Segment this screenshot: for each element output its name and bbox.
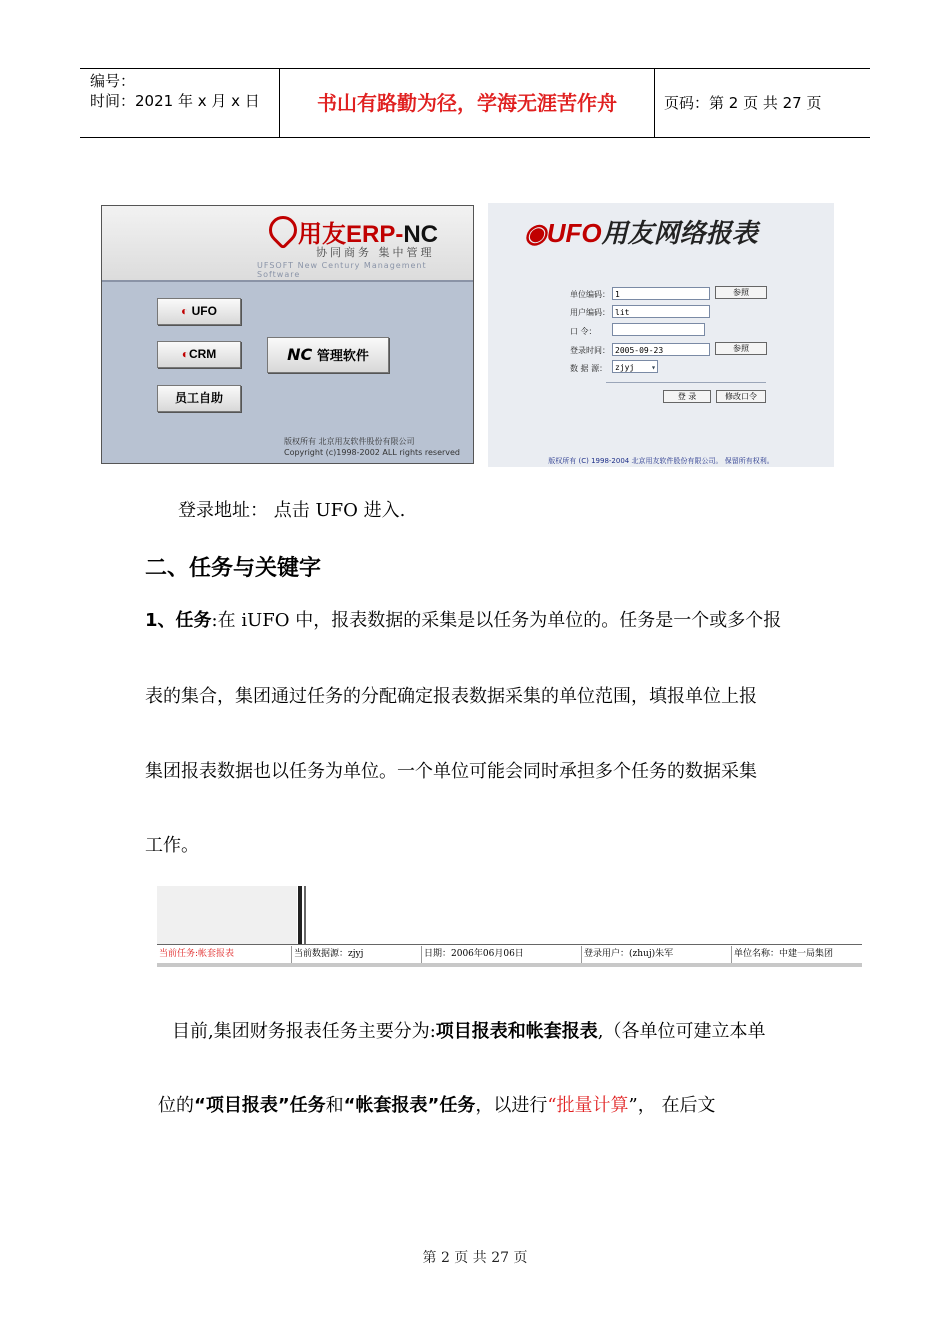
ufo-button[interactable]: ◐ UFO [157, 298, 241, 325]
task-status-screenshot [157, 886, 862, 968]
login-button[interactable]: 登 录 [663, 390, 711, 403]
change-password-button[interactable]: 修改口令 [716, 390, 766, 403]
nc-subtitle: UFSOFT New Century Management Software [257, 261, 427, 279]
status-login-user: 登录用户：(zhuj)朱军 [582, 946, 732, 963]
crm-button[interactable]: ◐CRM [157, 341, 241, 368]
datasource-label: 数 据 源： [570, 364, 608, 373]
ufo-separator [606, 382, 766, 383]
crm-logo-icon: ◐ [181, 347, 189, 361]
current-task[interactable]: 当前任务:帐套报表 [157, 946, 292, 963]
page-footer: 第 2 页 共 27 页 [422, 1250, 528, 1266]
nc-logo: 用友ERP-NC [298, 221, 439, 248]
ufo-logo-icon: ◐ [181, 304, 189, 318]
chevron-down-icon: ▾ [651, 363, 656, 372]
unit-code-input[interactable]: 1 [612, 287, 710, 300]
doc-time: 时间：2021 年 x 月 x 日 [90, 92, 260, 110]
ufo-footer: 版权所有 (C) 1998-2004 北京用友软件股份有限公司。 保留所有权利。 [548, 457, 774, 465]
section-title: 二、任务与关键字 [145, 556, 322, 581]
status-date: 日期：2006年06月06日 [422, 946, 582, 963]
para1-line3: 集团报表数据也以任务为单位。一个单位可能会同时承担多个任务的数据采集 [145, 761, 757, 782]
user-code-label: 用户编码： [570, 308, 610, 317]
header-motto: 书山有路勤为径，学海无涯苦作舟 [280, 69, 655, 137]
user-code-input[interactable]: lit [612, 305, 710, 318]
para1-line1: 1、任务:在 iUFO 中，报表数据的采集是以任务为单位的。任务是一个或多个报 [145, 610, 782, 631]
header-page-info: 页码：第 2 页 共 27 页 [664, 94, 822, 112]
login-time-input[interactable]: 2005-09-23 [612, 343, 710, 356]
unit-code-label: 单位编码： [570, 290, 610, 299]
ufida-heart-icon [263, 210, 303, 250]
time-ref-button[interactable]: 参照 [715, 342, 767, 355]
unit-ref-button[interactable]: 参照 [715, 286, 767, 299]
header-meta [80, 69, 280, 137]
ufo-login-screenshot [488, 203, 834, 467]
nc-management-button[interactable]: NC 管理软件 [267, 337, 389, 373]
para2-line1: 目前,集团财务报表任务主要分为:项目报表和帐套报表,（各单位可建立本单 [172, 1021, 766, 1042]
para1-line2: 表的集合，集团通过任务的分配确定报表数据采集的单位范围，填报单位上报 [145, 686, 757, 707]
login-address: 登录地址： 点击 UFO 进入. [178, 500, 406, 521]
current-datasource: 当前数据源：zjyj [292, 946, 422, 963]
para1-line4: 工作。 [145, 835, 199, 856]
nc-copyright: 版权所有 北京用友软件股份有限公司 Copyright (c)1998-2002 ALL rights reserved [284, 437, 461, 457]
login-time-label: 登录时间： [570, 346, 610, 355]
nc-banner [102, 206, 473, 282]
status-unit-name: 单位名称：中建一局集团 [734, 949, 834, 959]
ufo-title: ◉UFO用友网络报表 [524, 218, 758, 248]
nc-login-screenshot [101, 205, 474, 464]
page-header [80, 68, 870, 138]
nc-slogan: 协同商务 集中管理 [316, 246, 435, 259]
password-label: 口 令： [570, 327, 597, 336]
para2-line2: 位的“项目报表”任务和“帐套报表”任务，以进行“批量计算”， 在后文 [158, 1095, 716, 1116]
datasource-select[interactable]: zjyj ▾ [612, 360, 658, 373]
nc-logo-icon: NC [287, 345, 313, 364]
employee-self-service-button[interactable]: 员工自助 [157, 385, 241, 412]
ufo-i-icon: ◉ [524, 218, 547, 248]
doc-number: 编号： [90, 72, 136, 90]
splitter-handle[interactable] [298, 886, 302, 944]
password-input[interactable] [612, 323, 705, 336]
